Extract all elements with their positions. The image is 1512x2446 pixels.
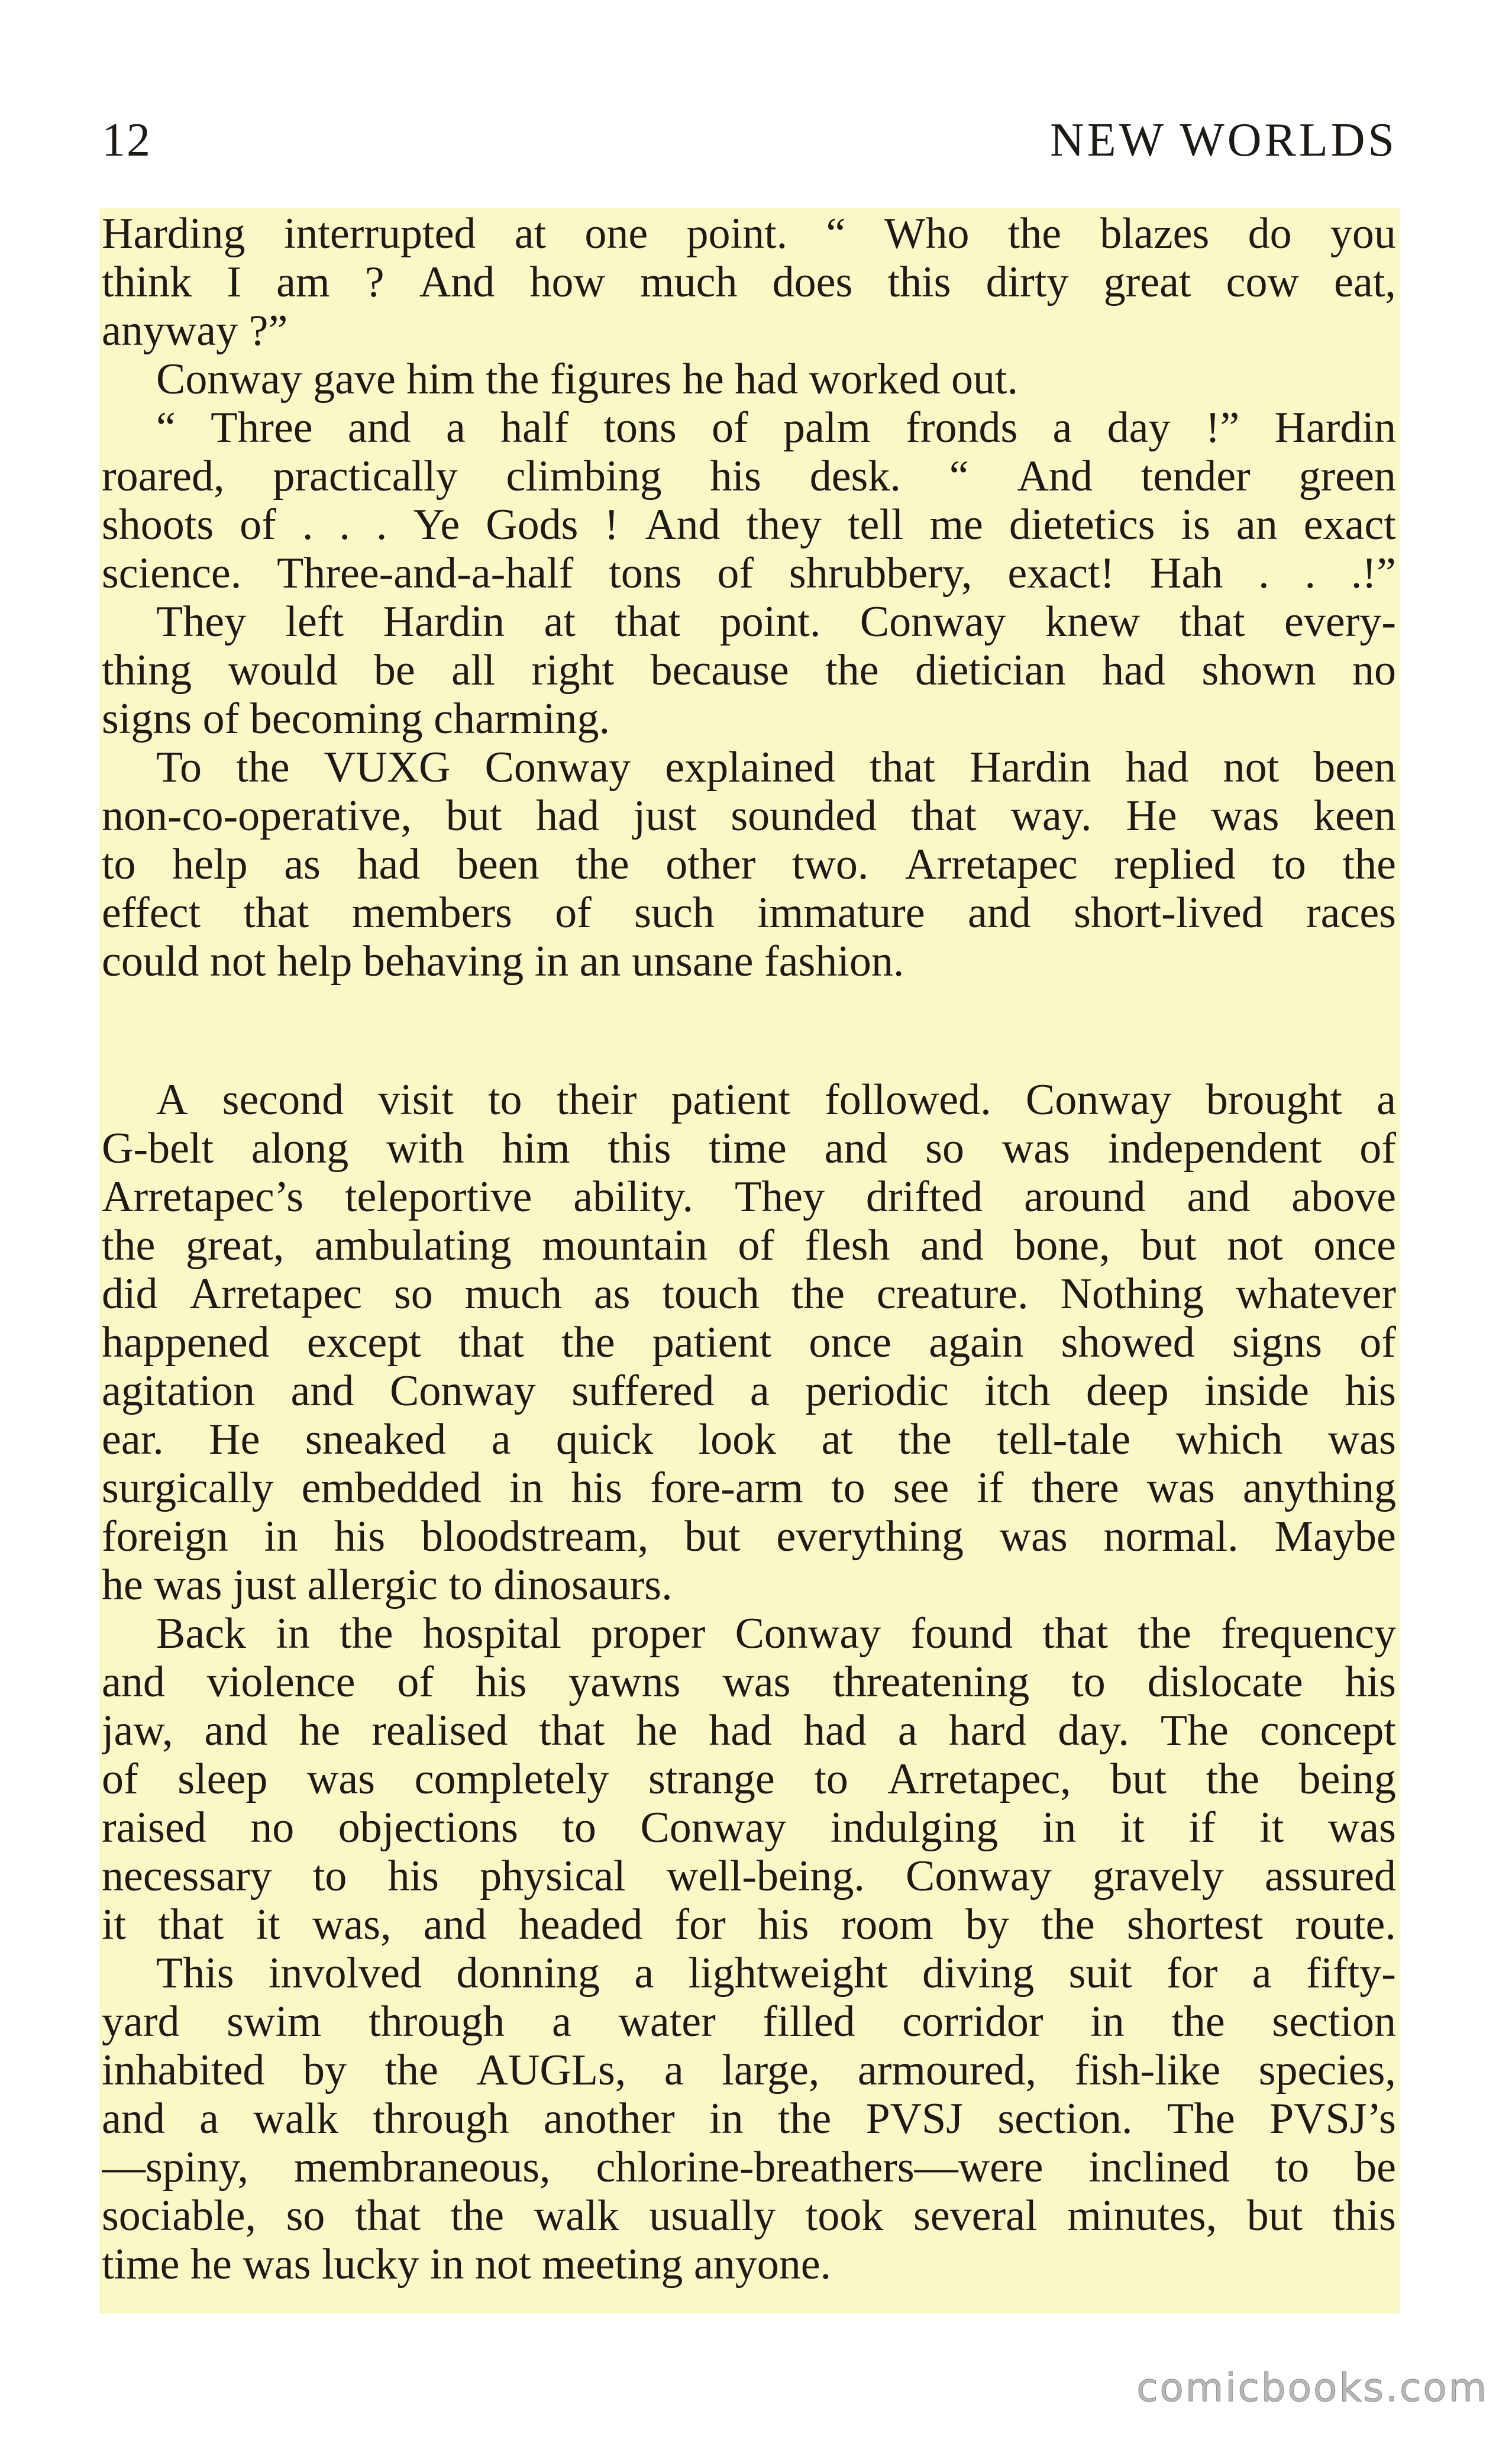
page-number: 12 (102, 114, 151, 166)
body-text (99, 208, 1400, 2313)
paragraph (102, 1609, 1396, 1949)
text-line: agitation and Conway suffered a periodic itch deep inside his (102, 1367, 1396, 1415)
paragraph (102, 404, 1396, 598)
text-line: G-belt along with him this time and so was independent of (102, 1124, 1396, 1173)
text-line: surgically embedded in his fore-arm to see if there was anything (102, 1464, 1396, 1512)
text-line: necessary to his physical well-being. Conway gravely assured (102, 1852, 1396, 1900)
text-line: and violence of his yawns was threatening to dislocate his (102, 1658, 1396, 1706)
text-line: “ Three and a half tons of palm fronds a day !” Hardin (156, 404, 1396, 452)
text-line: to help as had been the other two. Arretapec replied to the (102, 840, 1396, 889)
text-line: Harding interrupted at one point. “ Who the blazes do you (102, 209, 1396, 258)
paragraph (102, 743, 1396, 986)
text-line: science. Three-and-a-half tons of shrubbery, exact! Hah . . .!” (102, 549, 1396, 598)
text-line: and a walk through another in the PVSJ section. The PVSJ’s (102, 2095, 1396, 2143)
text-line: Arretapec’s teleportive ability. They drifted around and above (102, 1173, 1396, 1221)
text-line: —spiny, membraneous, chlorine-breathers—were inclined to be (102, 2143, 1396, 2192)
paragraph (102, 1076, 1396, 1609)
text-line: did Arretapec so much as touch the creature. Nothing whatever (102, 1270, 1396, 1318)
text-line: happened except that the patient once again showed signs of (102, 1318, 1396, 1367)
text-line: They left Hardin at that point. Conway knew that every- (156, 598, 1396, 646)
text-line: ear. He sneaked a quick look at the tell-tale which was (102, 1415, 1396, 1464)
text-line: effect that members of such immature and short-lived races (102, 889, 1396, 937)
text-line: signs of becoming charming. (102, 695, 610, 743)
text-line: he was just allergic to dinosaurs. (102, 1561, 673, 1609)
text-line: jaw, and he realised that he had had a hard day. The concept (102, 1706, 1396, 1755)
text-line: yard swim through a water filled corridor in the section (102, 1998, 1396, 2046)
text-line: raised no objections to Conway indulging in it if it was (102, 1803, 1396, 1852)
watermark-logo: comicbooks.com (1136, 2365, 1488, 2410)
paragraph (102, 598, 1396, 743)
text-line: foreign in his bloodstream, but everything was normal. Maybe (102, 1512, 1396, 1561)
text-line: of sleep was completely strange to Arretapec, but the being (102, 1755, 1396, 1803)
text-line: Conway gave him the figures he had worked out. (156, 355, 1019, 404)
page-header (102, 108, 1397, 173)
text-line: think I am ? And how much does this dirty great cow eat, (102, 258, 1396, 306)
text-line: roared, practically climbing his desk. “ And tender green (102, 452, 1396, 501)
paragraph (102, 355, 1396, 404)
text-line: shoots of . . . Ye Gods ! And they tell me dietetics is an exact (102, 501, 1396, 549)
text-line: To the VUXG Conway explained that Hardin had not been (156, 743, 1396, 792)
text-line: it that it was, and headed for his room by the shortest route. (102, 1900, 1396, 1949)
text-line: inhabited by the AUGLs, a large, armoured, fish-like species, (102, 2046, 1396, 2095)
paragraph (102, 209, 1396, 355)
paragraph (102, 1949, 1396, 2289)
text-line: the great, ambulating mountain of flesh and bone, but not once (102, 1221, 1396, 1270)
text-line: A second visit to their patient followed. Conway brought a (156, 1076, 1396, 1124)
text-line: thing would be all right because the dietician had shown no (102, 646, 1396, 695)
text-line: non-co-operative, but had just sounded that way. He was keen (102, 792, 1396, 840)
text-line: This involved donning a lightweight diving suit for a fifty- (156, 1949, 1396, 1998)
running-head: NEW WORLDS (1049, 114, 1397, 166)
text-line: Back in the hospital proper Conway found that the frequency (156, 1609, 1396, 1658)
text-line: sociable, so that the walk usually took several minutes, but this (102, 2192, 1396, 2240)
text-line: could not help behaving in an unsane fashion. (102, 937, 904, 986)
text-line: time he was lucky in not meeting anyone. (102, 2240, 832, 2289)
text-line: anyway ?” (102, 306, 288, 355)
